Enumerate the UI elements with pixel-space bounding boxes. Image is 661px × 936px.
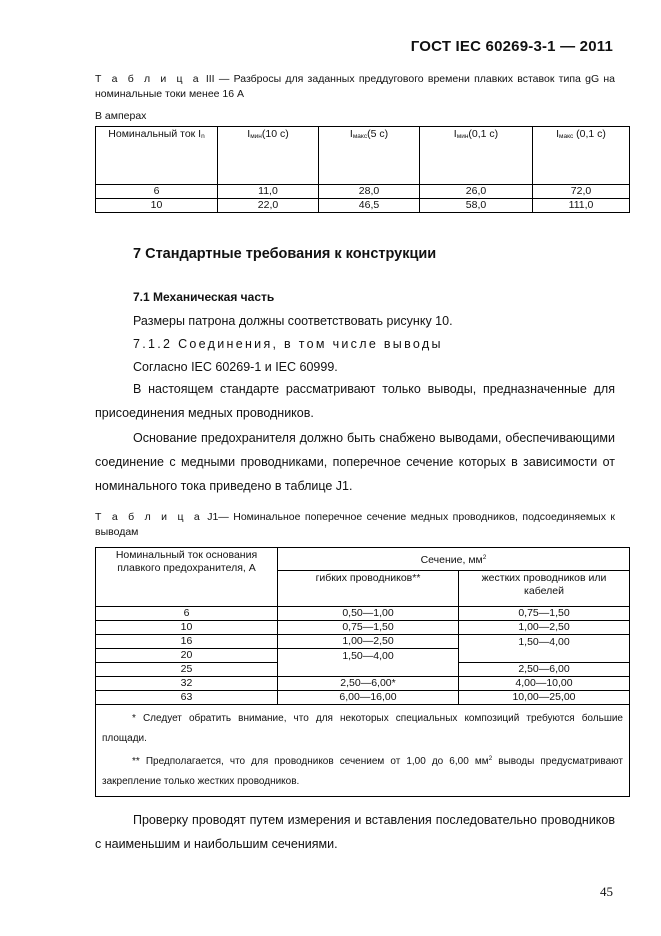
table-row (96, 607, 630, 621)
table-cell: 32 (96, 677, 278, 691)
table-row (96, 621, 630, 635)
table-cell: 111,0 (533, 199, 630, 213)
tableJ1-header-rigid: жестких проводников или кабелей (459, 571, 630, 607)
tableJ1-caption (95, 510, 615, 540)
table-cell: 2,50—6,00* (278, 677, 459, 691)
table3-caption-prefix: Т а б л и ц а (95, 73, 202, 85)
table-cell: 28,0 (319, 185, 420, 199)
table-cell: 1,00—2,50 (278, 635, 459, 649)
paragraph-verification: Проверку проводят путем измерения и вставления последовательно проводников с наименьшим и наибольшим сечениями. (95, 813, 615, 851)
table-cell: 20 (96, 649, 278, 663)
table-cell: 22,0 (218, 199, 319, 213)
table-cell: 1,50—4,00 (459, 635, 630, 663)
table3-header-nominal: Номинальный ток $I_n$ (96, 127, 218, 185)
tableJ1-header-flexible: гибких проводников** (278, 571, 459, 607)
table-row (96, 199, 630, 213)
table-cell: 1,00—2,50 (459, 621, 630, 635)
table-cell: 10 (96, 621, 278, 635)
paragraph-terminals: В настоящем стандарте рассматривают только выводы, предназначенные для присоединения медных проводников. (95, 382, 615, 420)
document-header: ГОСТ IEC 60269-3-1 — 2011 (410, 38, 613, 55)
table-row (96, 185, 630, 199)
table-cell: 11,0 (218, 185, 319, 199)
table3 (95, 126, 630, 213)
tableJ1-note-1: * Следует обратить внимание, что для некоторых специальных композиций требуются большие площади. (102, 713, 623, 744)
page-number: 45 (600, 884, 613, 899)
table3-caption-text: III — Разбросы для заданных преддугового времени плавких вставок типа gG на номинальные токи менее 16 А (95, 73, 615, 100)
table-cell: 63 (96, 691, 278, 705)
table-cell: 6 (96, 607, 278, 621)
paragraph-standards: Согласно IEC 60269-1 и IEC 60999. (133, 360, 338, 374)
table3-header-min10: $I_{мин}(10$ с) (218, 127, 319, 185)
table-cell: 0,75—1,50 (278, 621, 459, 635)
table-cell: 10 (96, 199, 218, 213)
tableJ1-note-2: ** Предполагается, что для проводников сечением от 1,00 до 6,00 $мм^2$ выводы предусматривают закрепление только жестких проводников. (102, 755, 623, 787)
table-cell: 6,00—16,00 (278, 691, 459, 705)
tableJ1-header-current: Номинальный ток основания плавкого предохранителя, А (96, 548, 278, 607)
table3-caption (95, 72, 615, 102)
tableJ1-caption-text: J1— Номинальное поперечное сечение медных проводников, подсоединяемых к выводам (95, 511, 615, 538)
table3-units: В амперах (95, 110, 147, 122)
table-row (96, 635, 630, 649)
paragraph-connections-heading: 7.1.2 Соединения, в том числе выводы (133, 337, 443, 351)
paragraph-dimensions: Размеры патрона должны соответствовать рисунку 10. (133, 314, 453, 328)
table-cell: 72,0 (533, 185, 630, 199)
table3-header-row (96, 127, 630, 185)
table-cell: 0,75—1,50 (459, 607, 630, 621)
table-cell: 2,50—6,00 (459, 663, 630, 677)
tableJ1-caption-prefix: Т а б л и ц а (95, 511, 203, 523)
subsection-heading: 7.1 Механическая часть (133, 290, 275, 304)
section-heading: 7 Стандартные требования к конструкции (133, 246, 437, 262)
table-cell: 4,00—10,00 (459, 677, 630, 691)
table3-header-min01: $I_{мин}(0,1$ с) (420, 127, 533, 185)
table-cell: 0,50—1,00 (278, 607, 459, 621)
tableJ1-notes-row (96, 705, 630, 797)
table-cell: 25 (96, 663, 278, 677)
table-cell: 6 (96, 185, 218, 199)
table3-header-max01: $I_{макс}$ (0,1 с) (533, 127, 630, 185)
tableJ1-header-section: Сечение, $мм^2$ (278, 548, 630, 571)
table-cell: 58,0 (420, 199, 533, 213)
table-cell: 16 (96, 635, 278, 649)
paragraph-base: Основание предохранителя должно быть снабжено выводами, обеспечивающими соединение с медными проводниками, поперечное сечение которых в зависимости от номинального тока приведено в таблице J1. (95, 431, 615, 493)
tableJ1-notes (96, 705, 630, 797)
table-cell: 46,5 (319, 199, 420, 213)
table-cell: 1,50—4,00 (278, 649, 459, 677)
tableJ1 (95, 547, 630, 797)
table3-header-max5: $I_{макс}(5$ с) (319, 127, 420, 185)
tableJ1-header-row (96, 548, 630, 571)
table-row (96, 677, 630, 691)
table-row (96, 691, 630, 705)
table-cell: 10,00—25,00 (459, 691, 630, 705)
table-cell: 26,0 (420, 185, 533, 199)
